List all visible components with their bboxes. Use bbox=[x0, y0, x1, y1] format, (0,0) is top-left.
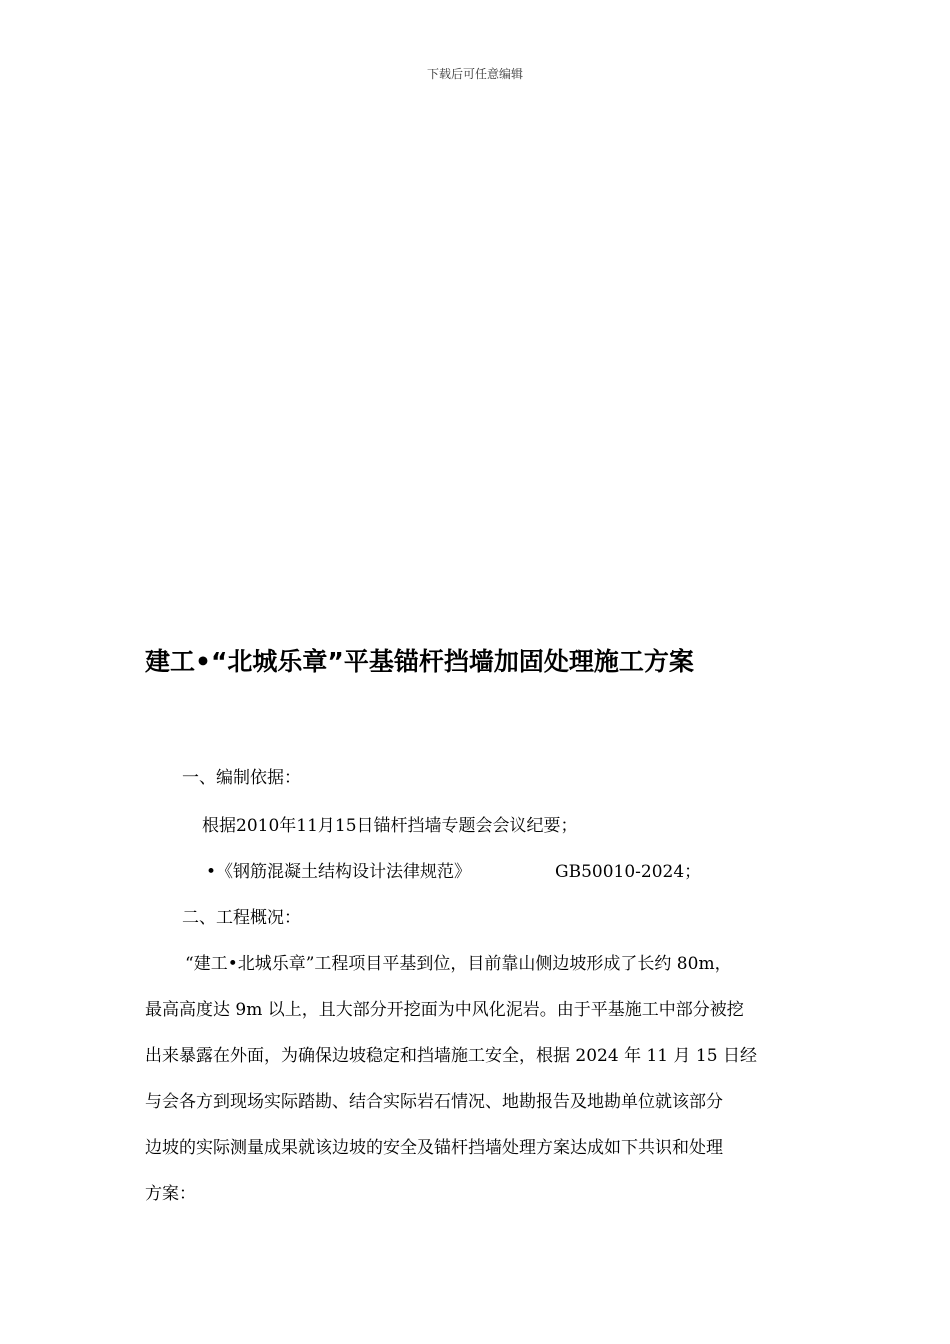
paragraph-line: 出来暴露在外面，为确保边坡稳定和挡墙施工安全，根据 2024 年 11 月 15 日经 bbox=[145, 1046, 757, 1066]
basis-item-standard bbox=[206, 860, 702, 884]
document-title: 建工•“北城乐章”平基锚杆挡墙加固处理施工方案 bbox=[145, 647, 694, 676]
section-heading-basis: 一、编制依据： bbox=[182, 768, 301, 788]
overview-paragraph bbox=[145, 952, 810, 1228]
page-header-note: 下载后可任意编辑 bbox=[426, 67, 523, 81]
basis-item-meeting-minutes: 根据2010年11月15日锚杆挡墙专题会会议纪要； bbox=[202, 816, 578, 836]
paragraph-line: 与会各方到现场实际踏勘、结合实际岩石情况、地勘报告及地勘单位就该部分 bbox=[145, 1092, 723, 1112]
paragraph-line: 边坡的实际测量成果就该边坡的安全及锚杆挡墙处理方案达成如下共识和处理 bbox=[145, 1138, 723, 1158]
paragraph-line: 最高高度达 9m 以上，且大部分开挖面为中风化泥岩。由于平基施工中部分被挖 bbox=[145, 1000, 744, 1020]
paragraph-line: “建工•北城乐章”工程项目平基到位，目前靠山侧边坡形成了长约 80m， bbox=[185, 954, 732, 974]
basis-item-standard-name: •《钢筋混凝土结构设计法律规范》 bbox=[206, 862, 472, 882]
standard-code: GB50010-2024； bbox=[555, 862, 702, 882]
paragraph-line: 方案： bbox=[145, 1184, 196, 1204]
section-heading-overview: 二、工程概况： bbox=[182, 908, 301, 928]
